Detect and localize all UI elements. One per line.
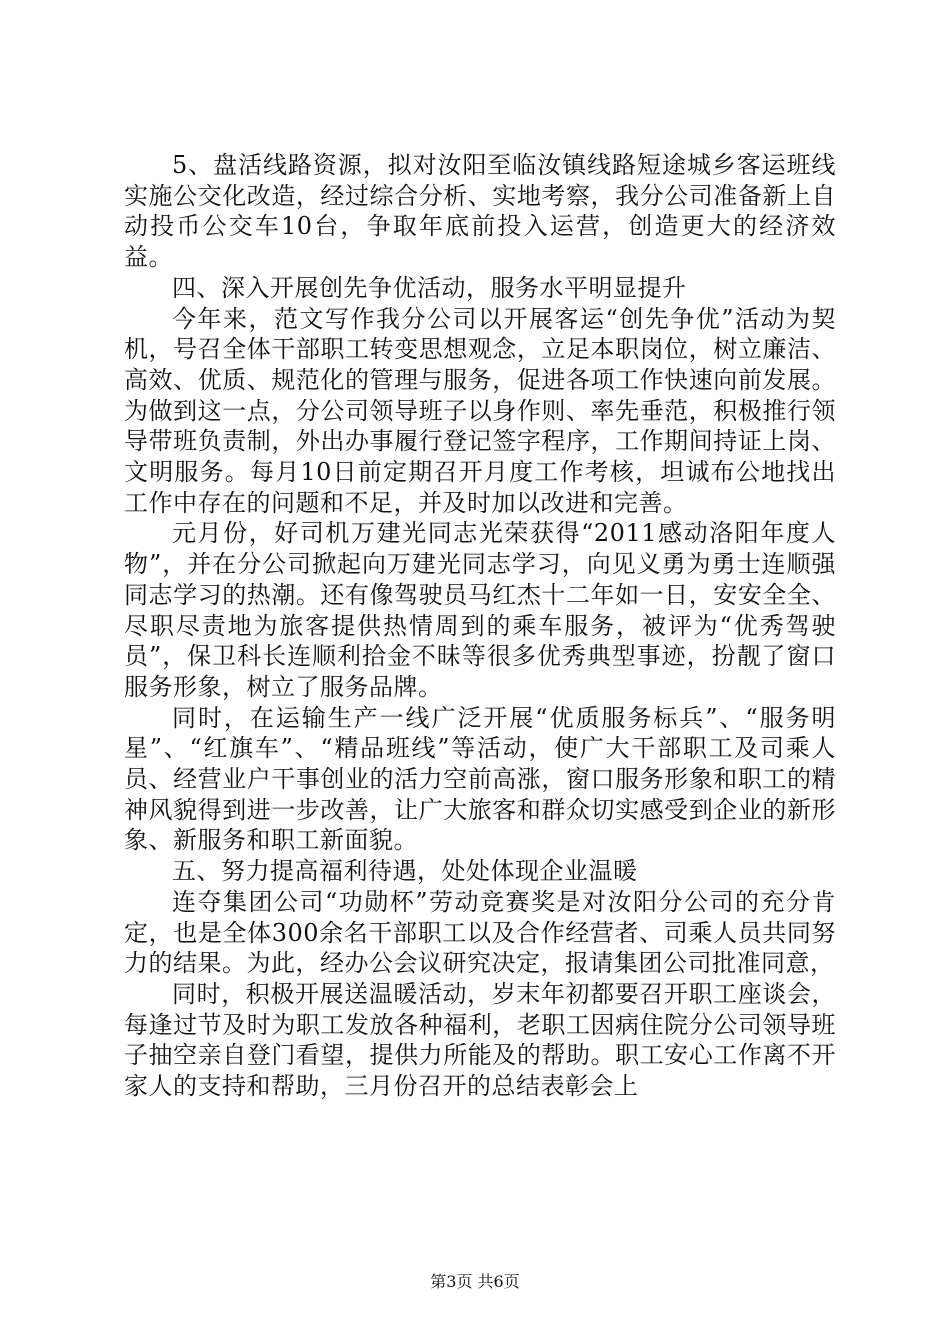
section-heading-4: 四、深入开展创先争优活动，服务水平明显提升 [172,273,687,302]
paragraph-model-drivers: 元月份，好司机万建光同志光荣获得“2011感动洛阳年度人物”，并在分公司掀起向万建光同志学习，向见义勇为勇士连顺强同志学习的热潮。还有像驾驶员马红杰十二年如一日，安安全全、尽职尽责地为旅客提供热情周到的乘车服务，被评为“优秀驾驶员”，保卫科长连顺利拾金不昧等很多优秀典型事迹，扮靓了窗口服务形象，树立了服务品牌。 [124,519,836,701]
paragraph-labor-award: 连夺集团公司“功勋杯”劳动竞赛奖是对汝阳分公司的充分肯定，也是全体300余名干部职工以及合作经营者、司乘人员共同努力的结果。为此，经办公会议研究决定，报请集团公司批准同意， [124,887,836,978]
paragraph-service-activities: 同时，在运输生产一线广泛开展“优质服务标兵”、“服务明星”、“红旗车”、“精品班线”等活动，使广大干部职工及司乘人员、经营业户干事创业的活力空前高涨，窗口服务形象和职工的精神风貌得到进一步改善，让广大旅客和群众切实感受到企业的新形象、新服务和职工新面貌。 [124,703,836,855]
paragraph-warmth-activities: 同时，积极开展送温暖活动，岁末年初都要召开职工座谈会，每逢过节及时为职工发放各种福利，老职工因病住院分公司领导班子抽空亲自登门看望，提供力所能及的帮助。职工安心工作离不开家人的支持和帮助，三月份召开的总结表彰会上 [124,979,836,1101]
paragraph-excellence-campaign: 今年来，范文写作我分公司以开展客运“创先争优”活动为契机，号召全体干部职工转变思想观念，立足本职岗位，树立廉洁、高效、优质、规范化的管理与服务，促进各项工作快速向前发展。为做到这一点，分公司领导班子以身作则、率先垂范，积极推行领导带班负责制，外出办事履行登记签字程序，工作期间持证上岗、文明服务。每月10日前定期召开月度工作考核，坦诚布公地找出工作中存在的问题和不足，并及时加以改进和完善。 [124,304,836,517]
document-body [124,150,836,1102]
page-number-footer: 第3页 共6页 [430,1272,520,1291]
section-heading-5: 五、努力提高福利待遇，处处体现企业温暖 [172,857,638,886]
paragraph-route-revitalization: 5、盘活线路资源，拟对汝阳至临汝镇线路短途城乡客运班线实施公交化改造，经过综合分析、实地考察，我分公司准备新上自动投币公交车10台，争取年底前投入运营，创造更大的经济效益。 [124,151,836,272]
